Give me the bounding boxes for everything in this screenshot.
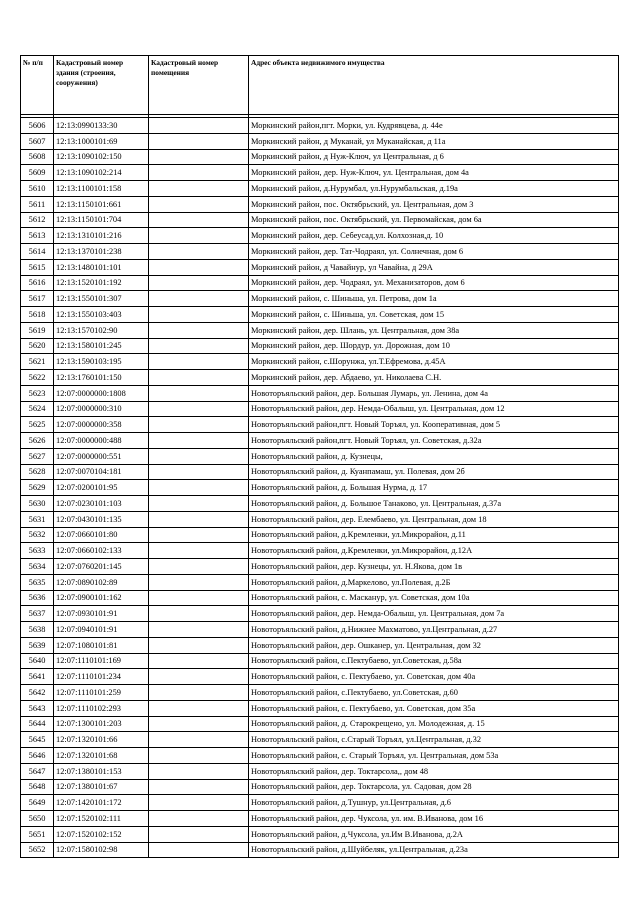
row-number: 5611 xyxy=(21,196,54,212)
building-cadastral-number: 12:07:1110102:293 xyxy=(54,700,149,716)
room-cadastral-number xyxy=(149,244,249,260)
room-cadastral-number xyxy=(149,496,249,512)
row-number: 5608 xyxy=(21,149,54,165)
property-address: Моркинский район, д Чавайнур, ул Чавайна, д 29А xyxy=(249,259,619,275)
property-address: Моркинский район, дер. Тат-Чодраял, ул. Солнечная, дом 6 xyxy=(249,244,619,260)
table-row xyxy=(21,212,619,228)
row-number: 5645 xyxy=(21,732,54,748)
table-row xyxy=(21,653,619,669)
property-address: Новоторъяльский район, дер. Большая Лумарь, ул. Ленина, дом 4а xyxy=(249,385,619,401)
row-number: 5623 xyxy=(21,385,54,401)
table-row xyxy=(21,275,619,291)
table-row xyxy=(21,795,619,811)
property-address: Новоторъяльский район, с.Пектубаево, ул.Советская, д.58а xyxy=(249,653,619,669)
room-cadastral-number xyxy=(149,322,249,338)
table-row xyxy=(21,511,619,527)
row-number: 5615 xyxy=(21,259,54,275)
header-room-cadastral: Кадастровый номер помещения xyxy=(149,56,249,115)
row-number: 5620 xyxy=(21,338,54,354)
property-address: Новоторъяльский район, с.Пектубаево, ул.Советская, д.60 xyxy=(249,685,619,701)
row-number: 5651 xyxy=(21,826,54,842)
room-cadastral-number xyxy=(149,716,249,732)
room-cadastral-number xyxy=(149,748,249,764)
building-cadastral-number: 12:07:1110101:259 xyxy=(54,685,149,701)
building-cadastral-number: 12:13:1310101:216 xyxy=(54,228,149,244)
room-cadastral-number xyxy=(149,653,249,669)
table-row xyxy=(21,527,619,543)
room-cadastral-number xyxy=(149,133,249,149)
property-address: Новоторъяльский район, д.Кремленки, ул.Микрорайон, д.12А xyxy=(249,543,619,559)
property-address: Моркинский район, дер. Шордур, ул. Дорожная, дом 10 xyxy=(249,338,619,354)
table-row xyxy=(21,622,619,638)
room-cadastral-number xyxy=(149,165,249,181)
property-address: Моркинский район, с.Шорунжа, ул.Т.Ефремова, д.45А xyxy=(249,354,619,370)
property-address: Новоторъяльский район, д.Кремленки, ул.Микрорайон, д.11 xyxy=(249,527,619,543)
table-row xyxy=(21,370,619,386)
row-number: 5634 xyxy=(21,559,54,575)
property-address: Моркинский район, дер. Нуж-Ключ, ул. Центральная, дом 4а xyxy=(249,165,619,181)
table-row xyxy=(21,196,619,212)
room-cadastral-number xyxy=(149,433,249,449)
property-address: Новоторъяльский район, с.Старый Торъял, ул.Центральная, д.32 xyxy=(249,732,619,748)
building-cadastral-number: 12:07:0000000:488 xyxy=(54,433,149,449)
table-row xyxy=(21,606,619,622)
table-row xyxy=(21,338,619,354)
room-cadastral-number xyxy=(149,637,249,653)
row-number: 5640 xyxy=(21,653,54,669)
row-number: 5642 xyxy=(21,685,54,701)
building-cadastral-number: 12:07:1420101:172 xyxy=(54,795,149,811)
room-cadastral-number xyxy=(149,118,249,134)
building-cadastral-number: 12:13:1550103:403 xyxy=(54,307,149,323)
table-row xyxy=(21,307,619,323)
table-row xyxy=(21,181,619,197)
property-address: Моркинский район,пгт. Морки, ул. Кудрявцева, д. 44е xyxy=(249,118,619,134)
property-address: Моркинский район, д Муканай, ул Муканайская, д 11а xyxy=(249,133,619,149)
table-row xyxy=(21,543,619,559)
building-cadastral-number: 12:13:1100101:158 xyxy=(54,181,149,197)
row-number: 5637 xyxy=(21,606,54,622)
room-cadastral-number xyxy=(149,338,249,354)
room-cadastral-number xyxy=(149,354,249,370)
building-cadastral-number: 12:07:1320101:66 xyxy=(54,732,149,748)
row-number: 5652 xyxy=(21,842,54,858)
property-address: Новоторъяльский район,пгт. Новый Торъял, ул. Советская, д.32а xyxy=(249,433,619,449)
table-row xyxy=(21,732,619,748)
building-cadastral-number: 12:07:1380101:153 xyxy=(54,763,149,779)
row-number: 5631 xyxy=(21,511,54,527)
building-cadastral-number: 12:07:0000000:1808 xyxy=(54,385,149,401)
row-number: 5609 xyxy=(21,165,54,181)
table-body xyxy=(21,115,619,858)
row-number: 5618 xyxy=(21,307,54,323)
row-number: 5624 xyxy=(21,401,54,417)
table-row xyxy=(21,118,619,134)
row-number: 5648 xyxy=(21,779,54,795)
row-number: 5622 xyxy=(21,370,54,386)
room-cadastral-number xyxy=(149,370,249,386)
building-cadastral-number: 12:07:0000000:551 xyxy=(54,448,149,464)
room-cadastral-number xyxy=(149,228,249,244)
room-cadastral-number xyxy=(149,307,249,323)
row-number: 5633 xyxy=(21,543,54,559)
property-address: Новоторъяльский район, д.Маркелово, ул.Полевая, д.2Б xyxy=(249,574,619,590)
property-address: Новоторъяльский район, д. Куанпамаш, ул. Полевая, дом 2б xyxy=(249,464,619,480)
room-cadastral-number xyxy=(149,842,249,858)
table-row xyxy=(21,590,619,606)
table-row xyxy=(21,700,619,716)
building-cadastral-number: 12:13:1090102:214 xyxy=(54,165,149,181)
property-address: Новоторъяльский район, д. Большая Нурма, д. 17 xyxy=(249,480,619,496)
property-address: Моркинский район, дер. Шлань, ул. Центральная, дом 38а xyxy=(249,322,619,338)
row-number: 5643 xyxy=(21,700,54,716)
table-row xyxy=(21,448,619,464)
property-address: Новоторъяльский район, дер. Кузнецы, ул. Н.Яковa, дом 1в xyxy=(249,559,619,575)
row-number: 5627 xyxy=(21,448,54,464)
building-cadastral-number: 12:13:1370101:238 xyxy=(54,244,149,260)
building-cadastral-number: 12:13:1150101:661 xyxy=(54,196,149,212)
building-cadastral-number: 12:13:1150101:704 xyxy=(54,212,149,228)
room-cadastral-number xyxy=(149,464,249,480)
property-address: Моркинский район, пос. Октябрьский, ул. Первомайская, дом 6а xyxy=(249,212,619,228)
table-header-row xyxy=(21,56,619,115)
property-address: Моркинский район, д Нуж-Ключ, ул Центральная, д 6 xyxy=(249,149,619,165)
property-address: Новоторъяльский район, с. Масканур, ул. Советская, дом 10а xyxy=(249,590,619,606)
row-number: 5610 xyxy=(21,181,54,197)
room-cadastral-number xyxy=(149,149,249,165)
row-number: 5644 xyxy=(21,716,54,732)
building-cadastral-number: 12:13:1550101:307 xyxy=(54,291,149,307)
table-row xyxy=(21,244,619,260)
room-cadastral-number xyxy=(149,826,249,842)
row-number: 5607 xyxy=(21,133,54,149)
table-row xyxy=(21,669,619,685)
row-number: 5625 xyxy=(21,417,54,433)
building-cadastral-number: 12:07:1520102:111 xyxy=(54,811,149,827)
building-cadastral-number: 12:13:1580101:245 xyxy=(54,338,149,354)
room-cadastral-number xyxy=(149,181,249,197)
row-number: 5641 xyxy=(21,669,54,685)
room-cadastral-number xyxy=(149,385,249,401)
building-cadastral-number: 12:07:0430101:135 xyxy=(54,511,149,527)
room-cadastral-number xyxy=(149,259,249,275)
table-row xyxy=(21,417,619,433)
property-address: Моркинский район, д.Нурумбал, ул.Нурумбальская, д.19а xyxy=(249,181,619,197)
table-row xyxy=(21,685,619,701)
building-cadastral-number: 12:07:0930101:91 xyxy=(54,606,149,622)
row-number: 5612 xyxy=(21,212,54,228)
property-address: Новоторъяльский район, д.Тушнур, ул.Центральная, д.6 xyxy=(249,795,619,811)
room-cadastral-number xyxy=(149,559,249,575)
room-cadastral-number xyxy=(149,763,249,779)
table-row xyxy=(21,748,619,764)
room-cadastral-number xyxy=(149,590,249,606)
room-cadastral-number xyxy=(149,811,249,827)
room-cadastral-number xyxy=(149,622,249,638)
table-row xyxy=(21,496,619,512)
building-cadastral-number: 12:07:1300101:203 xyxy=(54,716,149,732)
row-number: 5626 xyxy=(21,433,54,449)
row-number: 5650 xyxy=(21,811,54,827)
property-address: Новоторъяльский район, дер. Немда-Обалыш, ул. Центральная, дом 12 xyxy=(249,401,619,417)
row-number: 5639 xyxy=(21,637,54,653)
property-address: Новоторъяльский район, д.Шуйбеляк, ул.Центральная, д.23а xyxy=(249,842,619,858)
row-number: 5606 xyxy=(21,118,54,134)
row-number: 5638 xyxy=(21,622,54,638)
table-row xyxy=(21,385,619,401)
row-number: 5621 xyxy=(21,354,54,370)
table-row xyxy=(21,842,619,858)
property-address: Новоторъяльский район,пгт. Новый Торъял, ул. Кооперативная, дом 5 xyxy=(249,417,619,433)
header-number: № п/п xyxy=(21,56,54,115)
row-number: 5614 xyxy=(21,244,54,260)
table-row xyxy=(21,259,619,275)
table-row xyxy=(21,354,619,370)
table-row xyxy=(21,779,619,795)
table-row xyxy=(21,811,619,827)
row-number: 5629 xyxy=(21,480,54,496)
row-number: 5647 xyxy=(21,763,54,779)
table-row xyxy=(21,228,619,244)
building-cadastral-number: 12:07:1520102:152 xyxy=(54,826,149,842)
row-number: 5616 xyxy=(21,275,54,291)
building-cadastral-number: 12:07:0890102:89 xyxy=(54,574,149,590)
property-address: Новоторъяльский район, с. Пектубаево, ул. Советская, дом 35а xyxy=(249,700,619,716)
property-address: Моркинский район, дер. Абдаево, ул. Николаева С.Н. xyxy=(249,370,619,386)
row-number: 5646 xyxy=(21,748,54,764)
property-address: Новоторъяльский район, дер. Токтарсола, ул. Садовая, дом 28 xyxy=(249,779,619,795)
property-address: Новоторъяльский район, д. Большое Танаково, ул. Центральная, д.37а xyxy=(249,496,619,512)
row-number: 5632 xyxy=(21,527,54,543)
building-cadastral-number: 12:13:1570102:90 xyxy=(54,322,149,338)
building-cadastral-number: 12:07:1110101:169 xyxy=(54,653,149,669)
table-row xyxy=(21,322,619,338)
property-address: Новоторъяльский район, дер. Немда-Обалыш, ул. Центральная, дом 7а xyxy=(249,606,619,622)
building-cadastral-number: 12:13:1590103:195 xyxy=(54,354,149,370)
room-cadastral-number xyxy=(149,795,249,811)
room-cadastral-number xyxy=(149,401,249,417)
table-row xyxy=(21,464,619,480)
row-number: 5649 xyxy=(21,795,54,811)
room-cadastral-number xyxy=(149,291,249,307)
property-address: Новоторъяльский район, дер. Токтарсола,, дом 48 xyxy=(249,763,619,779)
property-address: Моркинский район, дер. Чодраял, ул. Механизаторов, дом 6 xyxy=(249,275,619,291)
building-cadastral-number: 12:07:0660102:133 xyxy=(54,543,149,559)
room-cadastral-number xyxy=(149,417,249,433)
row-number: 5617 xyxy=(21,291,54,307)
property-address: Новоторъяльский район, с. Старый Торъял, ул. Центральная, дом 53а xyxy=(249,748,619,764)
room-cadastral-number xyxy=(149,543,249,559)
room-cadastral-number xyxy=(149,527,249,543)
room-cadastral-number xyxy=(149,480,249,496)
property-address: Новоторъяльский район, д.Нижнее Махматово, ул.Центральная, д.27 xyxy=(249,622,619,638)
table-row xyxy=(21,763,619,779)
building-cadastral-number: 12:07:1580102:98 xyxy=(54,842,149,858)
building-cadastral-number: 12:07:0000000:358 xyxy=(54,417,149,433)
room-cadastral-number xyxy=(149,511,249,527)
building-cadastral-number: 12:07:0900101:162 xyxy=(54,590,149,606)
property-address: Моркинский район, пос. Октябрьский, ул. Центральная, дом 3 xyxy=(249,196,619,212)
building-cadastral-number: 12:13:1520101:192 xyxy=(54,275,149,291)
row-number: 5613 xyxy=(21,228,54,244)
room-cadastral-number xyxy=(149,212,249,228)
building-cadastral-number: 12:13:1000101:69 xyxy=(54,133,149,149)
table-row xyxy=(21,291,619,307)
property-address: Новоторъяльский район, дер. Елембаево, ул. Центральная, дом 18 xyxy=(249,511,619,527)
table-row xyxy=(21,637,619,653)
property-address: Моркинский район, дер. Себеусад,ул. Колхозная,д. 10 xyxy=(249,228,619,244)
building-cadastral-number: 12:07:0660101:80 xyxy=(54,527,149,543)
building-cadastral-number: 12:07:0000000:310 xyxy=(54,401,149,417)
property-address: Новоторъяльский район, д.Чуксола, ул.Им В.Иванова, д.2А xyxy=(249,826,619,842)
table-row xyxy=(21,574,619,590)
building-cadastral-number: 12:07:0200101:95 xyxy=(54,480,149,496)
room-cadastral-number xyxy=(149,685,249,701)
property-address: Моркинский район, с. Шиньша, ул. Петрова, дом 1а xyxy=(249,291,619,307)
building-cadastral-number: 12:07:0940101:91 xyxy=(54,622,149,638)
property-register-table xyxy=(20,55,619,858)
room-cadastral-number xyxy=(149,448,249,464)
building-cadastral-number: 12:13:1760101:150 xyxy=(54,370,149,386)
table-row xyxy=(21,133,619,149)
room-cadastral-number xyxy=(149,275,249,291)
row-number: 5636 xyxy=(21,590,54,606)
row-number: 5635 xyxy=(21,574,54,590)
building-cadastral-number: 12:07:1380101:67 xyxy=(54,779,149,795)
building-cadastral-number: 12:07:1320101:68 xyxy=(54,748,149,764)
table-row xyxy=(21,149,619,165)
building-cadastral-number: 12:07:0760201:145 xyxy=(54,559,149,575)
property-address: Новоторъяльский район, с. Пектубаево, ул. Советская, дом 40а xyxy=(249,669,619,685)
row-number: 5628 xyxy=(21,464,54,480)
building-cadastral-number: 12:13:1090102:150 xyxy=(54,149,149,165)
building-cadastral-number: 12:07:1080101:81 xyxy=(54,637,149,653)
room-cadastral-number xyxy=(149,196,249,212)
table-row xyxy=(21,401,619,417)
property-address: Новоторъяльский район, д. Старокрещено, ул. Молодежная, д. 15 xyxy=(249,716,619,732)
room-cadastral-number xyxy=(149,669,249,685)
property-address: Новоторъяльский район, дер. Чуксола, ул. им. В.Иванова, дом 16 xyxy=(249,811,619,827)
table-row xyxy=(21,165,619,181)
building-cadastral-number: 12:07:1110101:234 xyxy=(54,669,149,685)
table-row xyxy=(21,433,619,449)
property-address: Моркинский район, с. Шиньша, ул. Советская, дом 15 xyxy=(249,307,619,323)
header-address: Адрес объекта недвижимого имущества xyxy=(249,56,619,115)
room-cadastral-number xyxy=(149,574,249,590)
header-building-cadastral: Кадастровый номер здания (строения, сооружения) xyxy=(54,56,149,115)
table-row xyxy=(21,716,619,732)
table-row xyxy=(21,826,619,842)
table-row xyxy=(21,480,619,496)
building-cadastral-number: 12:13:1480101:101 xyxy=(54,259,149,275)
room-cadastral-number xyxy=(149,606,249,622)
property-address: Новоторъяльский район, д. Кузнецы, xyxy=(249,448,619,464)
building-cadastral-number: 12:07:0070104:181 xyxy=(54,464,149,480)
property-address: Новоторъяльский район, дер. Ошканер, ул. Центральная, дом 32 xyxy=(249,637,619,653)
room-cadastral-number xyxy=(149,700,249,716)
room-cadastral-number xyxy=(149,732,249,748)
room-cadastral-number xyxy=(149,779,249,795)
building-cadastral-number: 12:07:0230101:103 xyxy=(54,496,149,512)
table-row xyxy=(21,559,619,575)
building-cadastral-number: 12:13:0990133:30 xyxy=(54,118,149,134)
row-number: 5619 xyxy=(21,322,54,338)
row-number: 5630 xyxy=(21,496,54,512)
